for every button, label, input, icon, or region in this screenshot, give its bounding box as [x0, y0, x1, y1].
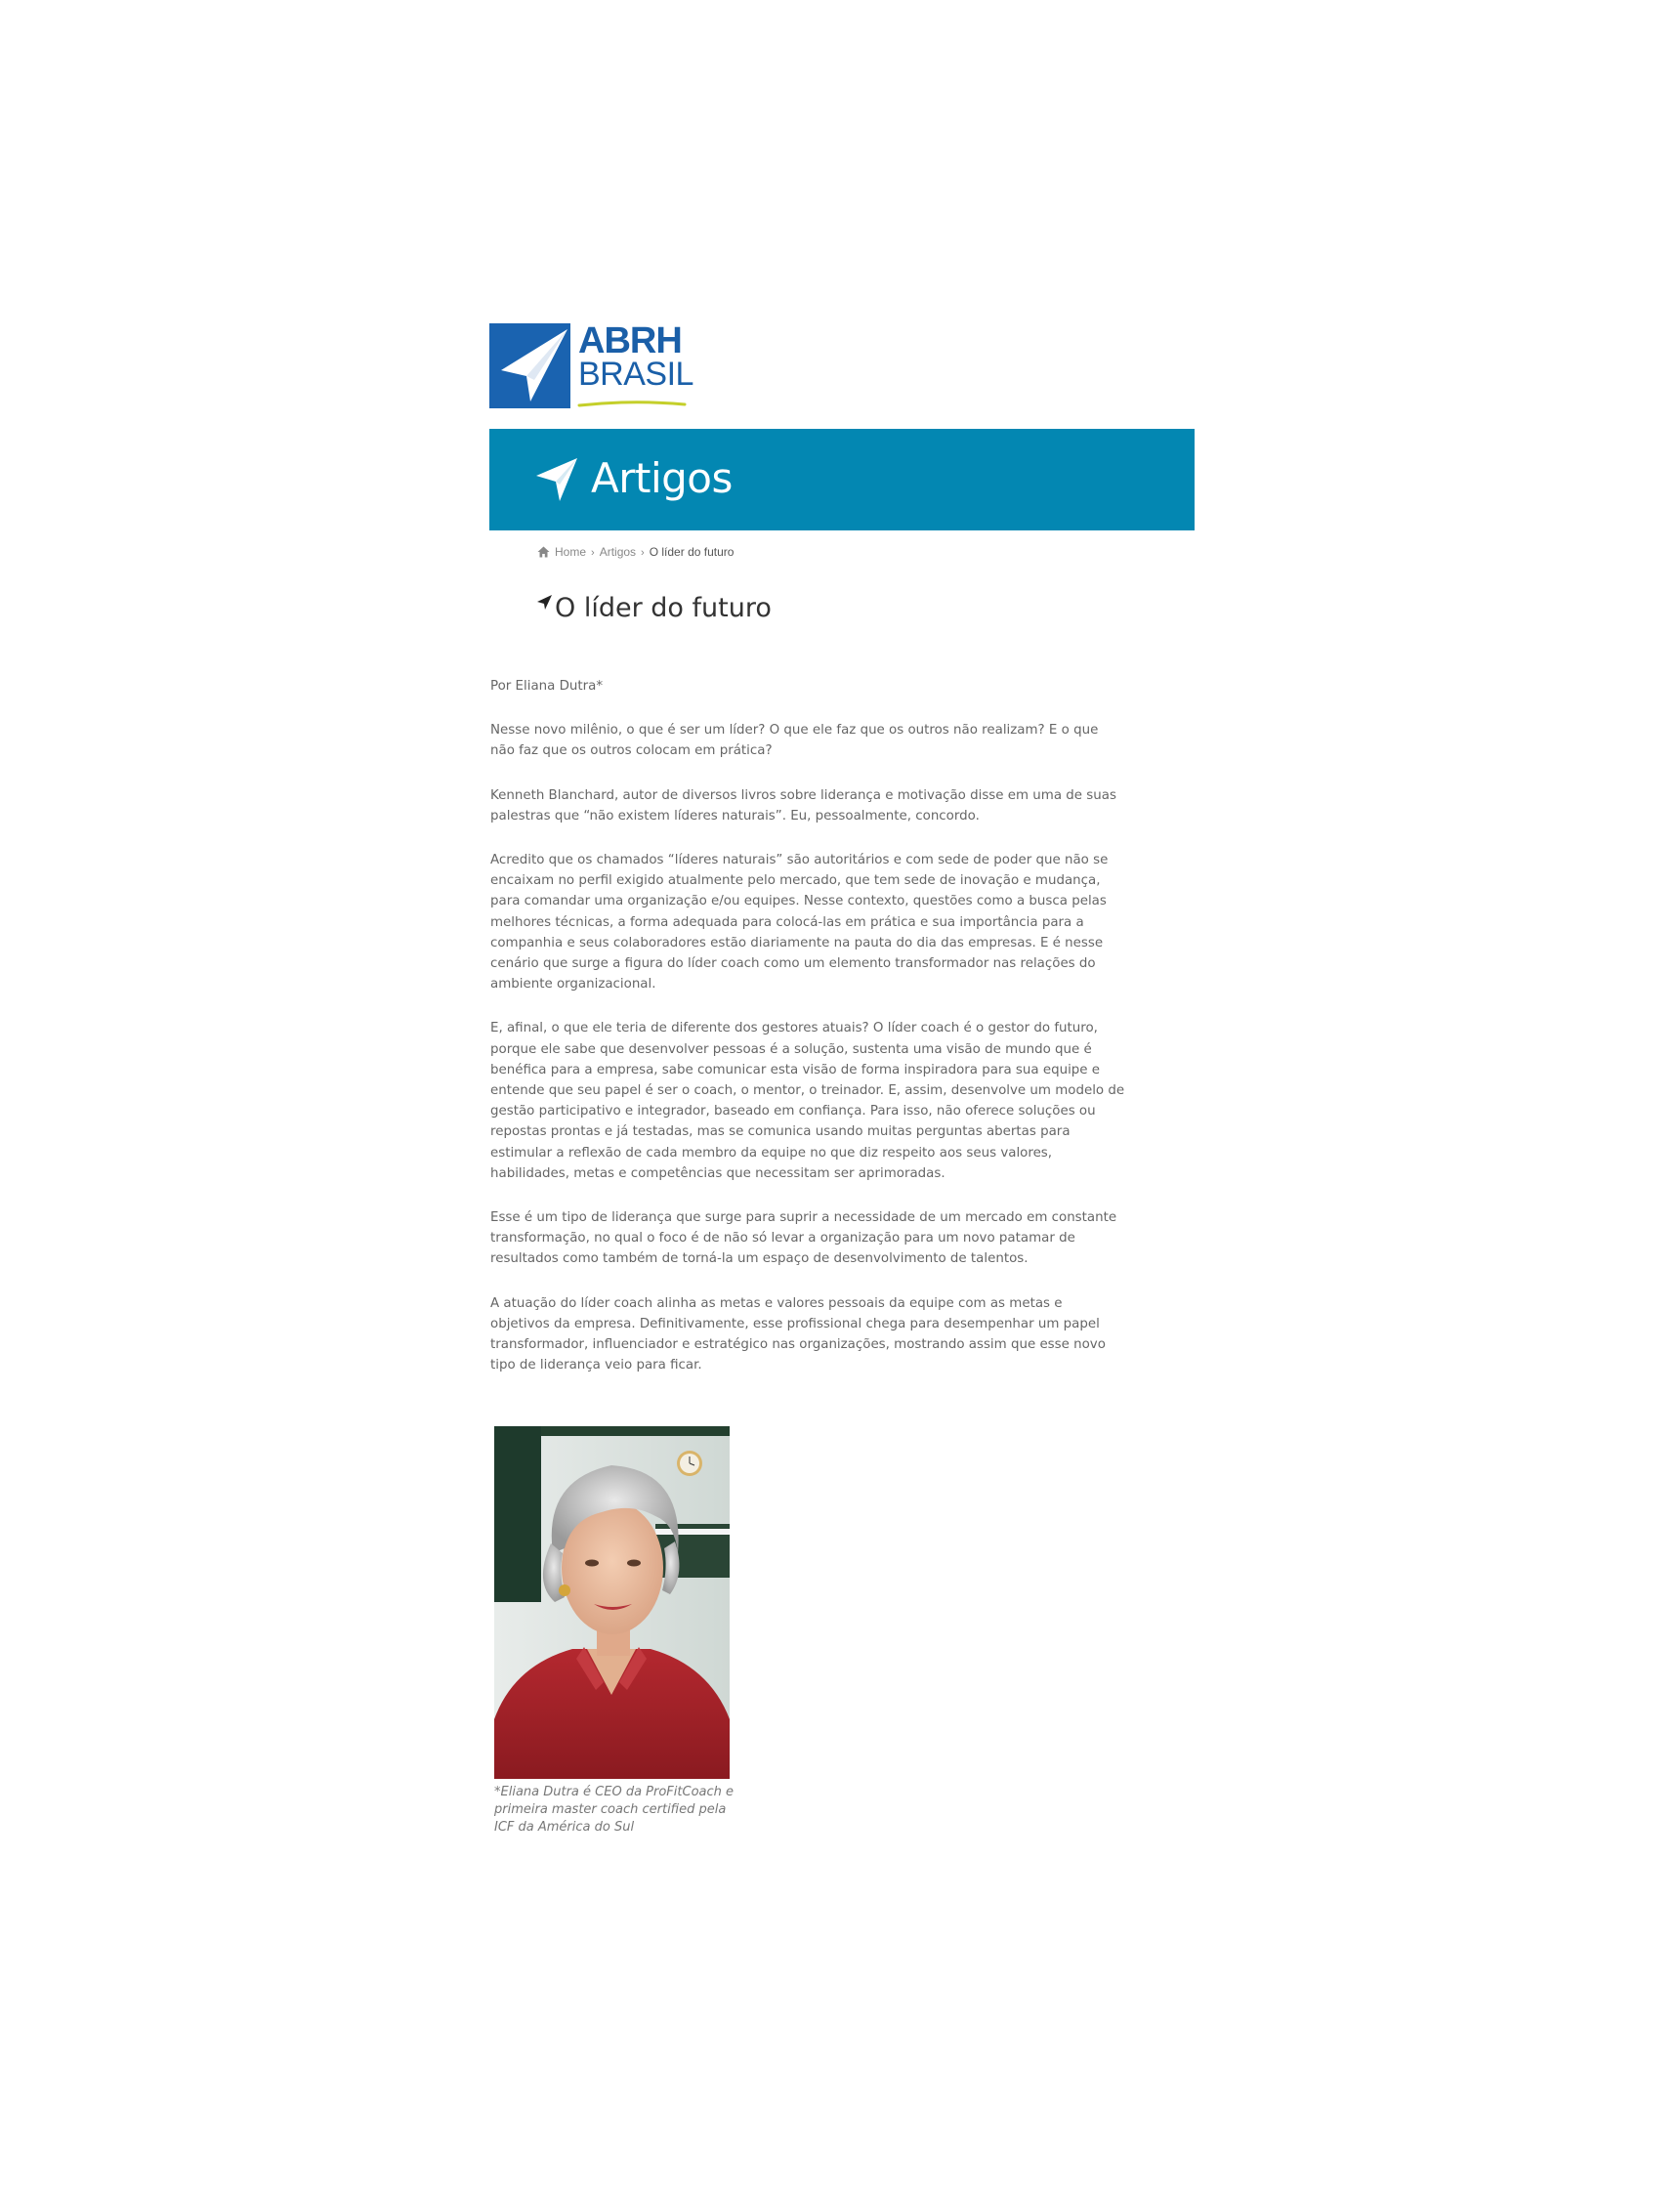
article-body — [490, 676, 1125, 1399]
logo-wordmark — [578, 320, 693, 393]
article-paragraph: Acredito que os chamados “líderes naturais” são autoritários e com sede de poder que não se encaixam no perfil exigido atualmente pelo mercado, que tem sede de inovação e mudança, para comandar uma organização e/ou equipes. Nesse contexto, questões como a busca pelas melhores técnicas, a forma adequada para colocá-las em prática e sua importância para a companhia e seus colaboradores estão diariamente na pauta do dia das empresas. E é nesse cenário que surge a figura do líder coach como um elemento transformador nas relações do ambiente organizacional. — [490, 853, 1109, 992]
article-paragraph: Kenneth Blanchard, autor de diversos livros sobre liderança e motivação disse em uma de suas palestras que “não existem líderes naturais”. Eu, pessoalmente, concordo. — [490, 787, 1116, 824]
article-paragraph: Nesse novo milênio, o que é ser um líder? O que ele faz que os outros não realizam? E o que não faz que os outros colocam em prática? — [490, 723, 1099, 759]
breadcrumb-artigos-link[interactable]: Artigos — [599, 545, 637, 559]
breadcrumb-home-link[interactable]: Home — [555, 545, 587, 559]
chevron-right-icon: › — [591, 547, 595, 559]
banner-title: Artigos — [591, 454, 733, 502]
author-byline: Por Eliana Dutra* — [490, 679, 604, 694]
section-banner — [489, 429, 1195, 530]
article-paragraph: Esse é um tipo de liderança que surge para suprir a necessidade de um mercado em constante transformação, no qual o foco é de não só levar a organização para um novo patamar de resultados como também de torná-la um espaço de desenvolvimento de talentos. — [490, 1210, 1117, 1267]
breadcrumb-current: O líder do futuro — [649, 545, 735, 559]
abrh-brasil-logo[interactable] — [489, 317, 693, 409]
home-icon[interactable] — [537, 546, 550, 558]
paper-plane-icon — [536, 458, 579, 503]
paper-plane-icon — [537, 595, 553, 611]
logo-brasil-text: BRASIL — [578, 356, 693, 393]
article-paragraph: A atuação do líder coach alinha as metas e valores pessoais da equipe com as metas e objetivos da empresa. Definitivamente, esse profissional chega para desempenhar um papel transformador, influenciador e estratégico nas organizações, mostrando assim que esse novo tipo de liderança veio para ficar. — [490, 1295, 1106, 1373]
article-title-text: O líder do futuro — [555, 593, 772, 623]
author-photo — [494, 1426, 730, 1779]
logo-abrh-text: ABRH — [578, 320, 682, 361]
breadcrumb — [537, 544, 734, 561]
chevron-right-icon: › — [641, 547, 645, 559]
article-title — [537, 593, 772, 624]
logo-swoosh-icon — [577, 399, 687, 408]
photo-caption: *Eliana Dutra é CEO da ProFitCoach e primeira master coach certified pela ICF da América do Sul — [494, 1785, 735, 1835]
article-paragraph: E, afinal, o que ele teria de diferente dos gestores atuais? O líder coach é o gestor do futuro, porque ele sabe que desenvolver pessoas é a solução, sustenta uma visão de mundo que é benéfica para a empresa, sabe comunicar esta visão de forma inspiradora para sua equipe e entende que seu papel é ser o coach, o mentor, o treinador. E, assim, desenvolve um modelo de gestão participativo e integrador, baseado em confiança. Para isso, não oferece soluções ou repostas prontas e já testadas, mas se comunica usando muitas perguntas abertas para estimular a reflexão de cada membro da equipe no que diz respeito aos seus valores, habilidades, metas e competências que necessitam ser aprimoradas. — [490, 1021, 1125, 1181]
paper-plane-logo-icon — [489, 323, 570, 408]
